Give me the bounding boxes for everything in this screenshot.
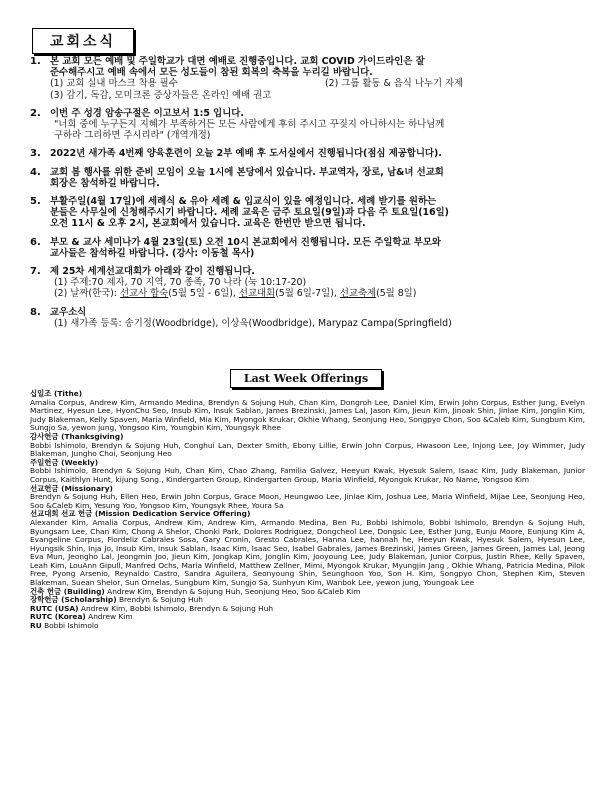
item-number: 8.: [30, 306, 41, 318]
offering-names: Andrew Kim, Bobbi Ishimolo, Brendyn & Sojung Huh: [80, 603, 274, 613]
item-line: 교회 봄 행사를 위한 준비 모임이 오늘 1시에 본당에서 있습니다. 부교역자, 장로, 남&녀 선교회: [50, 166, 444, 178]
offering-category-building: 건축 헌금 (Building): [30, 586, 105, 596]
item-number: 3.: [30, 148, 41, 160]
news-item-3: [30, 148, 590, 159]
offering-category-rutc-usa: RUTC (USA): [30, 603, 79, 613]
news-item-1: [30, 56, 590, 101]
news-item-7: [30, 266, 590, 300]
offering-category-ru: RU: [30, 621, 42, 631]
item-line: 이번 주 성경 암송구절은 이고보서 1:5 입니다.: [50, 107, 244, 119]
item-line: 2022년 새가족 4번째 양육훈련이 오늘 2부 예배 후 도서실에서 진행됩니다(점심 제공합니다).: [50, 148, 442, 160]
offering-category-tithe: 십일조 (Tithe): [30, 389, 83, 398]
offering-category-thanksgiving: 감사헌금 (Thanksgiving): [30, 431, 124, 441]
item-line: 제 25차 세계선교대회가 아래와 같이 진행됩니다.: [50, 266, 255, 278]
offering-names: Andrew Kim, Brendyn & Sojung Huh, Seonjung Heo, Soo &Caleb Kim: [107, 586, 361, 596]
sub-point: (1) 새가족 등록: 송기정(Woodbridge), 이상욱(Woodbridge), Marypaz Campa(Springfield): [54, 317, 452, 329]
offering-category-scholarship: 장학헌금 (Scholarship): [30, 595, 117, 605]
item-number: 4.: [30, 166, 41, 178]
schedule-retreat: 선교사 합숙: [119, 288, 169, 300]
item-line: 부활주일(4월 17일)에 세례식 & 유아 세례 & 입교식이 있을 예정입니다. 세례 받기를 원하는: [50, 196, 437, 208]
offerings-list: [30, 390, 585, 631]
schedule-conference: 선교대회: [238, 288, 276, 300]
offering-names: Alexander Kim, Amalia Corpus, Andrew Kim, Andrew Kim, Armando Medina, Ben Fu, Bobbi Ishimolo, Bobbi Ishimolo, Brendyn & Sojung Huh, Byungsam Lee, Chan Kim, Chong A Shelor, Chonki Park, Dolores Rodriguez, Dongcheol Lee, Dongsic Lee, Esther Jung, Eunju Moore, Eunjung Kim A, Evangeline Corpus, Fiordeliz Cabrales Sosa, Gary Cronin, Gresto Cabrales, Hanna Lee, hannah he, Heeyun Kwak, Hyesuk Salem, Hyesun Lee, Hyungsik Shin, Inja Jo, Insub Kim, Insuk Sablan, Isaac Kim, Isaac Seo, Isabel Gabrales, James Brezinski, James Green, James Green, James Lal, Jeong Eva Mun, Jeongho Lal, Jeongmin Joo, Jieun Kim, Jongkap Kim, Jonglin Kim, Jooyoung Lee, Judy Blakeman, Junior Corpus, Justin Rhee, Kelly Spaven, Leah Kim, LouAnn Gipull, Manfred Ochs, Maria Winfield, Matthew Zellner, Mimi, Myongok Krukar, Myungjin Jang , Okhie Whang, Patricia Medina, Pilok Free, Pyong Arsenio, Reynaldo Castro, Sandra Aguilera, Seonyoung Shin, Seunghoon Yoo, Son H. Kim, Songpyo Chon, Stephen Kim, Steven Blakeman, Suean Shelor, Sun Ornelas, Sungbum Kim, Sungjo Sa, Sunhyun Kim, Wanbok Lee, yewon jung, Youngoak Lee: [30, 517, 585, 588]
news-list: [30, 56, 590, 336]
schedule-festival: 선교축제: [339, 288, 377, 300]
news-item-4: [30, 167, 590, 189]
item-line: 준수해주시고 예배 속에서 모든 성도들이 참된 회복의 축복을 누리길 바랍니다.: [50, 67, 373, 79]
item-line: 오전 11시 & 오후 2시, 본교회에서 있습니다. 교육은 한번만 받으면 됩니다.: [50, 218, 366, 230]
item-line: 교사들은 참석하길 바랍니다. (강사: 이동철 목사): [50, 247, 255, 259]
news-item-2: [30, 108, 590, 142]
item-number: 5.: [30, 196, 41, 208]
item-number: 2.: [30, 107, 41, 119]
offering-category-weekly: 주일헌금 (Weekly): [30, 457, 99, 467]
offering-category-mission-dedication: 선교대회 선교 헌금 (Mission Dedication Service Offering): [30, 509, 251, 519]
news-item-6: [30, 237, 590, 259]
item-number: 6.: [30, 236, 41, 248]
schedule-prefix: (2) 날짜(한국):: [54, 288, 120, 300]
offering-names: Amalia Corpus, Andrew Kim, Armando Medina, Brendyn & Sojung Huh, Chan Kim, Dongroh Lee, Daniel Kim, Erwin John Corpus, Esther Jung, Evelyn Martinez, Hyesun Lee, HyonChu Seo, Insub Kim, Insuk Sablan, James Brezinski, James Lal, Jason Kim, Jieun Kim, Jinoak Shin, Jinlae Kim, Jonglin Kim, Judy Blakeman, Kelly Spaven, Maria Winfield, Mia Kim, Myongok Krukar, Okhie Whang, Seonjung Heo, Songpyo Chon, Soo &Caleb Kim, Sungbum Kim, Sungjo Sa, yewon jung, Yongsoo Kim, Youngbin Kim, Youngsyk Rhee: [30, 397, 585, 433]
sub-point: (1) 교회 실내 마스크 착용 필수: [50, 78, 178, 90]
schedule-festival-date: (5월 8일): [376, 288, 417, 300]
offering-category-missionary: 선교헌금 (Missionary): [30, 483, 113, 493]
item-line: 교우소식: [50, 306, 87, 318]
item-line: 부모 & 교사 세미나가 4월 23일(토) 오전 10시 본교회에서 진행됩니다. 모든 주일학교 부모와: [50, 236, 441, 248]
offering-names: Bobbi Ishimolo, Brendyn & Sojung Huh, Conghui Lan, Dexter Smith, Ebony Lillie, Erwin John Corpus, Hwasoon Lee, Injong Lee, Joy Wimmer, Judy Blakeman, Jungho Choi, Seonjung Heo: [30, 440, 585, 459]
sub-point: (2) 그룹 활동 & 음식 나누기 자제: [325, 78, 464, 90]
offering-names: Brendyn & Sojung Huh: [118, 595, 203, 605]
schedule-conference-date: (5월 6일-7일),: [275, 288, 340, 300]
offering-rutc-korea: [30, 613, 585, 622]
memory-verse-line: 구하라 그리하면 주시리라" (개역개정): [54, 130, 211, 142]
sub-point: (1) 주제:70 제자, 70 지역, 70 종족, 70 나라 (눅 10:17-20): [54, 277, 307, 289]
news-item-5: [30, 196, 590, 230]
offering-ru: [30, 622, 585, 631]
item-line: 본 교회 모든 예배 및 주일학교가 대면 예배로 진행중입니다. 교회 COVID 가이드라인은 잘: [50, 56, 425, 67]
schedule-retreat-date: (5월 5일 - 6일),: [168, 288, 239, 300]
item-number: 7.: [30, 266, 41, 278]
mission-schedule: [50, 288, 590, 299]
section-title-church-news: 교회소식: [32, 28, 134, 54]
offering-names: Bobbi Ishimolo, Brendyn & Sojung Huh, Chan Kim, Chao Zhang, Familia Galvez, Heeyun Kwak, Hyesuk Salem, Isaac Kim, Judy Blakeman, Junior Corpus, Kaithlyn Hunt, kijung Song., Kindergarten Group, Kindergarten Group, Maria Winfield, Myongok Krukar, No Name, Yongsoo Kim: [30, 466, 585, 484]
offering-names: Brendyn & Sojung Huh, Ellen Heo, Erwin John Corpus, Grace Moon, Heungwoo Lee, Jinlae Kim, Joshua Lee, Maria Winfield, Mijae Lee, Seonjung Heo, Soo &Caleb Kim, Yesung Yoo, Yongsoo Kim, Youngsyk Rhee, Youra Sa: [30, 492, 585, 510]
sub-point: (3) 감기, 독감, 모미크론 증상자들은 온라인 예배 권고: [50, 89, 272, 101]
offering-category-rutc-korea: RUTC (Korea): [30, 612, 86, 622]
offering-names: Andrew Kim: [88, 612, 133, 622]
item-line: 분들은 사무실에 신청해주시기 바랍니다. 세례 교육은 금주 토요일(9일)과 다음 주 토요일(16일): [50, 207, 449, 219]
memory-verse-line: "너희 중에 누구든지 지혜가 부족하거든 모든 사람에게 후히 주시고 꾸짖지 아니하시는 하나님께: [54, 119, 445, 131]
item-line: 회장은 참석하길 바랍니다.: [50, 177, 160, 189]
offering-names: Bobbi Ishimolo: [44, 621, 99, 631]
news-item-8: [30, 307, 590, 329]
item-number: 1.: [30, 56, 41, 67]
offerings-title: Last Week Offerings: [230, 369, 382, 388]
